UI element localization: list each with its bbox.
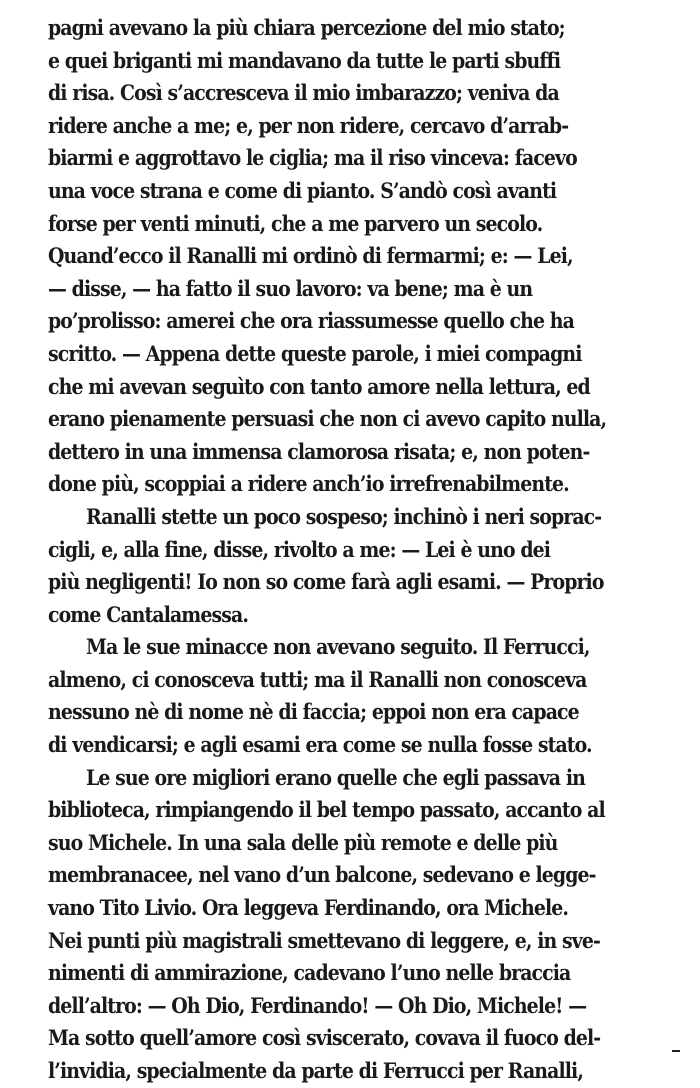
text-line: Quand’ecco il Ranalli mi ordinò di fermarmi; e: — Lei, xyxy=(48,243,573,269)
text-line: come Cantalamessa. xyxy=(48,601,249,627)
paragraph-2 xyxy=(48,501,652,631)
text-line: membranacee, nel vano d’un balcone, sedevano e legge- xyxy=(48,862,596,888)
text-line: po’prolisso: amerei che ora riassumesse quello che ha xyxy=(48,308,574,334)
text-line: ridere anche a me; e, per non ridere, cercavo d’arrab- xyxy=(48,112,569,138)
text-line: nessuno nè di nome nè di faccia; eppoi non era capace xyxy=(48,699,579,725)
text-line: Nei punti più magistrali smettevano di leggere, e, in sve- xyxy=(48,927,600,953)
text-line: dell’altro: — Oh Dio, Ferdinando! — Oh Dio, Michele! — xyxy=(48,992,587,1018)
text-line: scritto. — Appena dette queste parole, i miei compagni xyxy=(48,340,582,366)
text-line: almeno, ci conosceva tutti; ma il Ranalli non conosceva xyxy=(48,666,587,692)
text-line: Ma sotto quell’amore così sviscerato, covava il fuoco del- xyxy=(48,1025,601,1051)
text-line: — disse, — ha fatto il suo lavoro: va bene; ma è un xyxy=(48,275,533,301)
scan-artifact-mark xyxy=(672,1050,680,1052)
text-line: più negligenti! Io non so come farà agli esami. — Proprio xyxy=(48,569,604,595)
text-line: Ma le sue minacce non avevano seguito. Il Ferrucci, xyxy=(86,634,590,660)
text-line: erano pienamente persuasi che non ci avevo capito nulla, xyxy=(48,406,607,432)
paragraph-1 xyxy=(48,12,652,501)
text-line: done più, scoppiai a ridere anch’io irrefrenabilmente. xyxy=(48,471,569,497)
text-line: e quei briganti mi mandavano da tutte le parti sbuffi xyxy=(48,47,561,73)
text-line: nimenti di ammirazione, cadevano l’uno nelle braccia xyxy=(48,960,571,986)
text-line: cigli, e, alla fine, disse, rivolto a me: — Lei è uno dei xyxy=(48,536,551,562)
text-line: dettero in una immensa clamorosa risata; e, non poten- xyxy=(48,438,590,464)
text-line: forse per venti minuti, che a me parvero un secolo. xyxy=(48,210,543,236)
text-line: vano Tito Livio. Ora leggeva Ferdinando, ora Michele. xyxy=(48,895,569,921)
text-line: Le sue ore migliori erano quelle che egli passava in xyxy=(86,764,585,790)
paragraph-4 xyxy=(48,762,652,1088)
text-line: l’invidia, specialmente da parte di Ferrucci per Ranalli, xyxy=(48,1058,583,1083)
text-line: Ranalli stette un poco sospeso; inchinò i neri soprac- xyxy=(86,503,602,529)
text-line: suo Michele. In una sala delle più remote e delle più xyxy=(48,829,558,855)
book-page-text xyxy=(48,12,652,1088)
text-line: una voce strana e come di pianto. S’andò così avanti xyxy=(48,177,557,203)
text-line: pagni avevano la più chiara percezione del mio stato; xyxy=(48,15,565,40)
text-line: di risa. Così s’accresceva il mio imbarazzo; veniva da xyxy=(48,80,559,106)
text-line: che mi avevan seguìto con tanto amore nella lettura, ed xyxy=(48,373,590,399)
text-line: biarmi e aggrottavo le ciglia; ma il riso vinceva: facevo xyxy=(48,145,577,171)
text-line: biblioteca, rimpiangendo il bel tempo passato, accanto al xyxy=(48,797,605,823)
text-line: di vendicarsi; e agli esami era come se nulla fosse stato. xyxy=(48,732,592,758)
paragraph-3 xyxy=(48,631,652,761)
